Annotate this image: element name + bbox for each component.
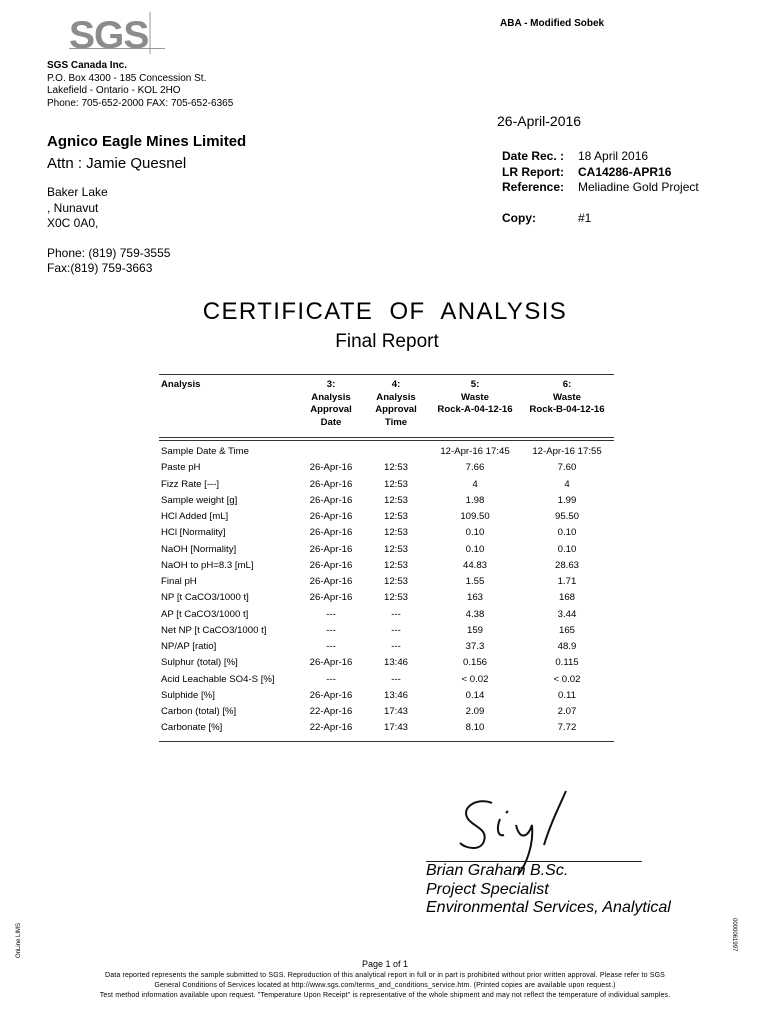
company-address-line1: P.O. Box 4300 - 185 Concession St.: [47, 72, 207, 84]
cell-sample-a: 109.50: [460, 511, 490, 522]
cell-sample-b: 1.99: [557, 494, 577, 506]
client-postal: X0C 0A0,: [47, 216, 99, 230]
table-row: [159, 704, 614, 720]
cell-analysis: Paste pH: [161, 462, 201, 474]
cell-sample-a: 1.55: [465, 576, 485, 587]
cell-analysis: NP/AP [ratio]: [161, 641, 217, 652]
cell-sample-b: < 0.02: [553, 673, 581, 685]
table-row: [159, 525, 614, 541]
cell-sample-b: 0.10: [557, 543, 577, 555]
cell-analysis: Fizz Rate [---]: [161, 478, 220, 490]
table-row: [159, 688, 614, 704]
cell-analysis: Sample weight [g]: [161, 494, 238, 506]
table-row: [159, 623, 614, 639]
certificate-subtitle: Final Report: [335, 331, 439, 352]
cell-approval-date: ---: [326, 624, 336, 636]
client-city: Baker Lake: [47, 185, 108, 199]
table-row: [159, 542, 614, 558]
cell-approval-date: 26-Apr-16: [309, 478, 353, 490]
cell-sample-a: 1.98: [465, 494, 485, 506]
table-row: [159, 509, 614, 525]
cell-approval-date: 26-Apr-16: [309, 559, 353, 571]
table-row: [159, 558, 614, 574]
report-meta: [502, 149, 699, 227]
cell-sample-a: 0.10: [465, 527, 485, 539]
cell-approval-time: 12:53: [383, 478, 408, 490]
document-id: 0000061997: [731, 918, 737, 952]
cell-sample-a: 4.38: [465, 608, 485, 620]
cell-approval-time: 12:53: [383, 511, 408, 522]
cell-analysis: Carbonate [%]: [161, 722, 223, 734]
cell-sample-a: 163: [466, 592, 483, 604]
page-number: Page 1 of 1: [361, 959, 409, 969]
report-date: 26-April-2016: [497, 113, 582, 129]
header-col4: 4: Analysis Approval Time: [375, 379, 417, 428]
cell-sample-b: 165: [558, 624, 575, 636]
table-body: [159, 440, 614, 742]
cell-sample-b: 28.63: [554, 559, 579, 571]
cell-sample-a: 0.14: [465, 689, 485, 701]
certificate-title: CERTIFICATE OF ANALYSIS: [202, 298, 568, 325]
company-name: SGS Canada Inc.: [47, 60, 128, 71]
cell-sample-a: 0.10: [465, 543, 485, 555]
sgs-logo: [44, 8, 168, 56]
client-block: [47, 133, 246, 277]
cell-analysis: HCl Added [mL]: [161, 511, 229, 522]
date-rec-label: Date Rec. :: [502, 149, 565, 163]
cell-approval-time: 12:53: [383, 494, 408, 506]
cell-approval-time: 12:53: [383, 462, 408, 474]
cell-approval-time: ---: [391, 624, 401, 636]
table-row: [159, 460, 614, 476]
cell-analysis: Sample Date & Time: [161, 446, 249, 457]
cell-approval-date: 26-Apr-16: [309, 689, 353, 701]
cell-analysis: NP [t CaCO3/1000 t]: [161, 592, 249, 604]
cell-analysis: Net NP [t CaCO3/1000 t]: [161, 624, 267, 636]
table-row: [159, 444, 614, 460]
cell-analysis: HCl [Normality]: [161, 527, 226, 539]
copy-value: #1: [578, 211, 592, 226]
cell-approval-date: 26-Apr-16: [309, 462, 353, 474]
cell-analysis: Carbon (total) [%]: [161, 706, 237, 717]
table-row: [159, 590, 614, 606]
client-phone: Phone: (819) 759-3555: [47, 245, 171, 260]
cell-approval-date: 26-Apr-16: [309, 494, 353, 506]
date-rec-value: 18 April 2016: [578, 149, 649, 163]
cell-approval-time: 13:46: [383, 689, 408, 701]
cell-sample-a: 7.66: [465, 462, 485, 474]
table-row: [159, 607, 614, 623]
company-address-line2: Lakefield - Ontario - KOL 2HO: [47, 85, 181, 97]
cell-approval-date: 26-Apr-16: [309, 511, 353, 522]
cell-approval-time: 13:46: [383, 657, 408, 669]
cell-approval-time: 12:53: [383, 559, 408, 571]
table-row: [159, 493, 614, 509]
cell-sample-b: 3.44: [557, 608, 577, 620]
cell-analysis: NaOH to pH=8.3 [mL]: [161, 559, 254, 571]
cell-analysis: AP [t CaCO3/1000 t]: [161, 608, 249, 620]
cell-approval-date: ---: [326, 673, 336, 685]
cell-analysis: Final pH: [161, 576, 197, 587]
header-col3: 3: Analysis Approval Date: [310, 379, 352, 428]
cell-sample-b: 0.10: [557, 527, 577, 539]
client-province: , Nunavut: [47, 200, 99, 215]
cell-sample-b: 0.115: [555, 657, 579, 669]
table-row: [159, 574, 614, 590]
footer-line2: General Conditions of Services located at http://www.sgs.com/terms_and_conditions_service.htm. (Printed copies are available upon request.): [154, 982, 616, 989]
cell-sample-a: 12-Apr-16 17:45: [440, 446, 510, 457]
client-fax: Fax:(819) 759-3663: [47, 261, 153, 275]
cell-sample-b: 4: [564, 478, 570, 490]
analysis-table: [159, 374, 614, 742]
cell-sample-b: 95.50: [554, 511, 579, 522]
copy-label: Copy:: [502, 211, 536, 226]
cell-sample-b: 48.9: [557, 641, 577, 652]
cell-approval-date: 26-Apr-16: [309, 592, 353, 604]
cell-approval-date: 26-Apr-16: [309, 657, 353, 669]
table-header: [159, 374, 614, 438]
table-row: [159, 655, 614, 671]
lims-label: OnLine LIMS: [16, 922, 22, 958]
table-row: [159, 477, 614, 493]
cell-sample-b: 168: [558, 592, 575, 604]
cell-sample-a: 2.09: [465, 706, 485, 717]
table-row: [159, 672, 614, 688]
cell-approval-time: 12:53: [383, 543, 408, 555]
client-attention: Attn : Jamie Quesnel: [47, 155, 187, 172]
signer-block: [426, 862, 671, 918]
cell-approval-time: 17:43: [383, 722, 408, 734]
table-row: [159, 639, 614, 655]
reference-value: Meliadine Gold Project: [578, 180, 699, 195]
cell-sample-b: 1.71: [557, 576, 577, 587]
cell-sample-b: 0.11: [558, 689, 576, 701]
cell-approval-date: 26-Apr-16: [309, 527, 353, 539]
lr-report-label: LR Report:: [502, 164, 564, 179]
cell-approval-date: 22-Apr-16: [309, 722, 353, 734]
signer-name: Brian Graham B.Sc.: [426, 862, 569, 879]
cell-sample-a: < 0.02: [461, 673, 489, 685]
header-analysis: Analysis: [161, 379, 201, 390]
cell-sample-a: 37.3: [465, 641, 485, 652]
cell-approval-date: 22-Apr-16: [309, 706, 353, 717]
cell-sample-a: 159: [466, 624, 483, 636]
lr-report-value: CA14286-APR16: [578, 164, 672, 179]
signer-department: Environmental Services, Analytical: [426, 899, 671, 916]
cell-sample-a: 8.10: [465, 722, 485, 734]
sgs-address-block: [47, 60, 233, 110]
client-name: Agnico Eagle Mines Limited: [47, 133, 247, 150]
cell-sample-a: 44.83: [462, 559, 487, 571]
footer-line3: Test method information available upon request. "Temperature Upon Receipt" is representative of the whole shipment and may not reflect the temperature of individual samples.: [99, 992, 671, 999]
header-col6: 6: Waste Rock-B-04-12-16: [529, 379, 605, 416]
header-col5: 5: Waste Rock-A-04-12-16: [437, 379, 513, 416]
signer-role: Project Specialist: [426, 880, 549, 898]
cell-approval-date: 26-Apr-16: [309, 576, 353, 587]
cell-sample-b: 7.72: [557, 722, 577, 734]
footer-line1: Data reported represents the sample submitted to SGS. Reproduction of this analytical report in full or in part is prohibited without prior written approval. Please refer to SGS: [105, 972, 665, 979]
cell-analysis: NaOH [Normality]: [161, 543, 237, 555]
cell-sample-a: 0.156: [462, 657, 487, 669]
table-row: [159, 720, 614, 736]
cell-approval-time: ---: [391, 673, 401, 685]
cell-sample-b: 7.60: [557, 462, 577, 474]
cell-approval-time: 12:53: [383, 592, 408, 604]
cell-sample-b: 2.07: [557, 706, 577, 717]
cell-approval-time: 12:53: [383, 576, 408, 587]
cell-sample-b: 12-Apr-16 17:55: [532, 446, 602, 457]
svg-text:SGS: SGS: [69, 14, 149, 56]
footer-disclaimer: [0, 971, 770, 1001]
reference-label: Reference:: [502, 180, 565, 195]
cell-approval-time: ---: [391, 608, 401, 620]
cell-analysis: Sulphide [%]: [161, 689, 215, 701]
cell-sample-a: 4: [472, 478, 478, 490]
company-phone: Phone: 705-652-2000 FAX: 705-652-6365: [47, 97, 234, 109]
cell-analysis: Sulphur (total) [%]: [161, 657, 238, 669]
cell-approval-time: ---: [391, 641, 401, 652]
cell-approval-date: ---: [326, 641, 336, 652]
cell-analysis: Acid Leachable SO4-S [%]: [161, 673, 275, 685]
cell-approval-time: 17:43: [383, 706, 408, 717]
method-label: ABA - Modified Sobek: [500, 18, 605, 29]
cell-approval-date: 26-Apr-16: [309, 543, 353, 555]
cell-approval-time: 12:53: [383, 527, 408, 539]
cell-approval-date: ---: [326, 608, 336, 620]
